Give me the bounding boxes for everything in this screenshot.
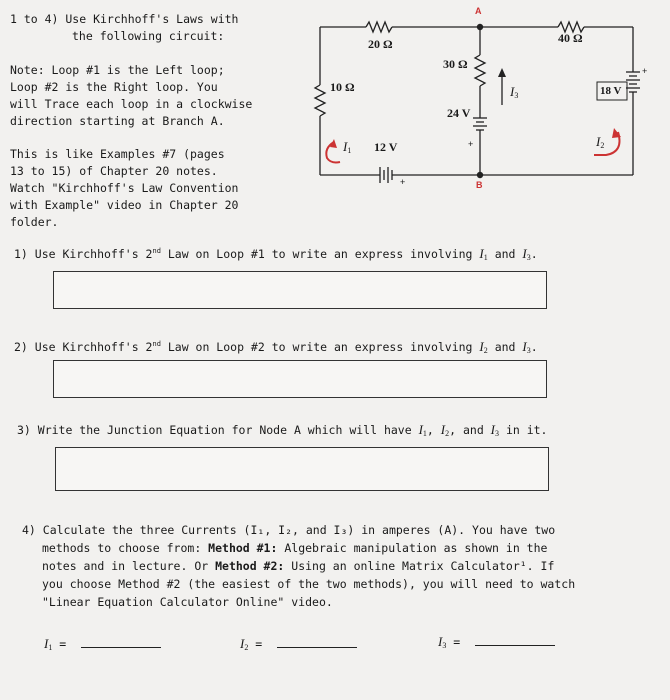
answer-i1-blank[interactable]	[81, 647, 161, 648]
note-line: Loop #2 is the Right loop. You	[10, 80, 218, 94]
current-i1-label: $I_1$	[343, 139, 352, 155]
header-line-2: the following circuit:	[72, 29, 225, 43]
answer-box-3[interactable]	[55, 447, 549, 491]
note-line: will Trace each loop in a clockwise	[10, 97, 253, 111]
question-4	[22, 521, 575, 611]
note-block	[10, 62, 252, 130]
answer-i3-blank[interactable]	[475, 645, 555, 646]
header-line-1: 1 to 4) Use Kirchhoff's Laws with	[10, 12, 239, 26]
v1-label: 12 V	[374, 140, 398, 154]
r1-label: 20 Ω	[368, 37, 393, 51]
note-line: direction starting at Branch A.	[10, 114, 225, 128]
example-line: Watch "Kirchhoff's Law Convention	[10, 181, 239, 195]
r3-label: 40 Ω	[558, 31, 583, 45]
v2-plus: +	[468, 139, 474, 149]
question-4-line: you choose Method #2 (the easiest of the two methods), you will need to watch	[42, 577, 576, 591]
resistor-30-icon	[475, 55, 485, 86]
answer-i2: $I_2$ =	[240, 636, 357, 653]
answer-i2-blank[interactable]	[277, 647, 357, 648]
node-b-label: B	[476, 180, 483, 190]
node-a-label: A	[475, 6, 482, 16]
r2-label: 30 Ω	[443, 57, 468, 71]
current-i3-label: $I_3$	[510, 84, 519, 100]
example-line: 13 to 15) of Chapter 20 notes.	[10, 164, 218, 178]
question-4-line: 4) Calculate the three Currents (I₁, I₂, and I₃) in amperes (A). You have two	[22, 523, 556, 537]
resistor-20-icon	[366, 22, 392, 32]
example-line: with Example" video in Chapter 20	[10, 198, 239, 212]
r4-label: 10 Ω	[330, 80, 355, 94]
question-1: 1) Use Kirchhoff's 2nd Law on Loop #1 to write an express involving $I_1$ and $I_3$.	[14, 245, 538, 262]
question-4-line: methods to choose from: Method #1: Algebraic manipulation as shown in the	[42, 541, 548, 555]
answer-i1: $I_1$ =	[44, 636, 161, 653]
question-4-line: notes and in lecture. Or Method #2: Using an online Matrix Calculator¹. If	[42, 559, 555, 573]
v3-plus: +	[642, 66, 648, 76]
example-line: folder.	[10, 215, 59, 229]
v3-label: 18 V	[600, 85, 622, 97]
question-3: 3) Write the Junction Equation for Node A which will have $I_1$, $I_2$, and $I_3$ in it.	[17, 422, 548, 438]
note-line: Note: Loop #1 is the Left loop;	[10, 63, 225, 77]
answer-i3: $I_3$ =	[438, 634, 555, 651]
example-block	[10, 146, 238, 231]
question-2: 2) Use Kirchhoff's 2nd Law on Loop #2 to write an express involving $I_2$ and $I_3$.	[14, 338, 538, 355]
circuit-diagram	[300, 0, 660, 200]
answer-box-1[interactable]	[53, 271, 547, 309]
v2-label: 24 V	[447, 106, 471, 120]
node-a-dot	[477, 24, 483, 30]
current-i2-label: $I_2$	[596, 134, 605, 150]
answer-box-2[interactable]	[53, 360, 547, 398]
v1-plus: +	[400, 177, 406, 187]
example-line: This is like Examples #7 (pages	[10, 147, 225, 161]
resistor-10-icon	[315, 85, 325, 116]
node-b-dot	[477, 172, 483, 178]
question-4-line: "Linear Equation Calculator Online" video.	[42, 595, 333, 609]
